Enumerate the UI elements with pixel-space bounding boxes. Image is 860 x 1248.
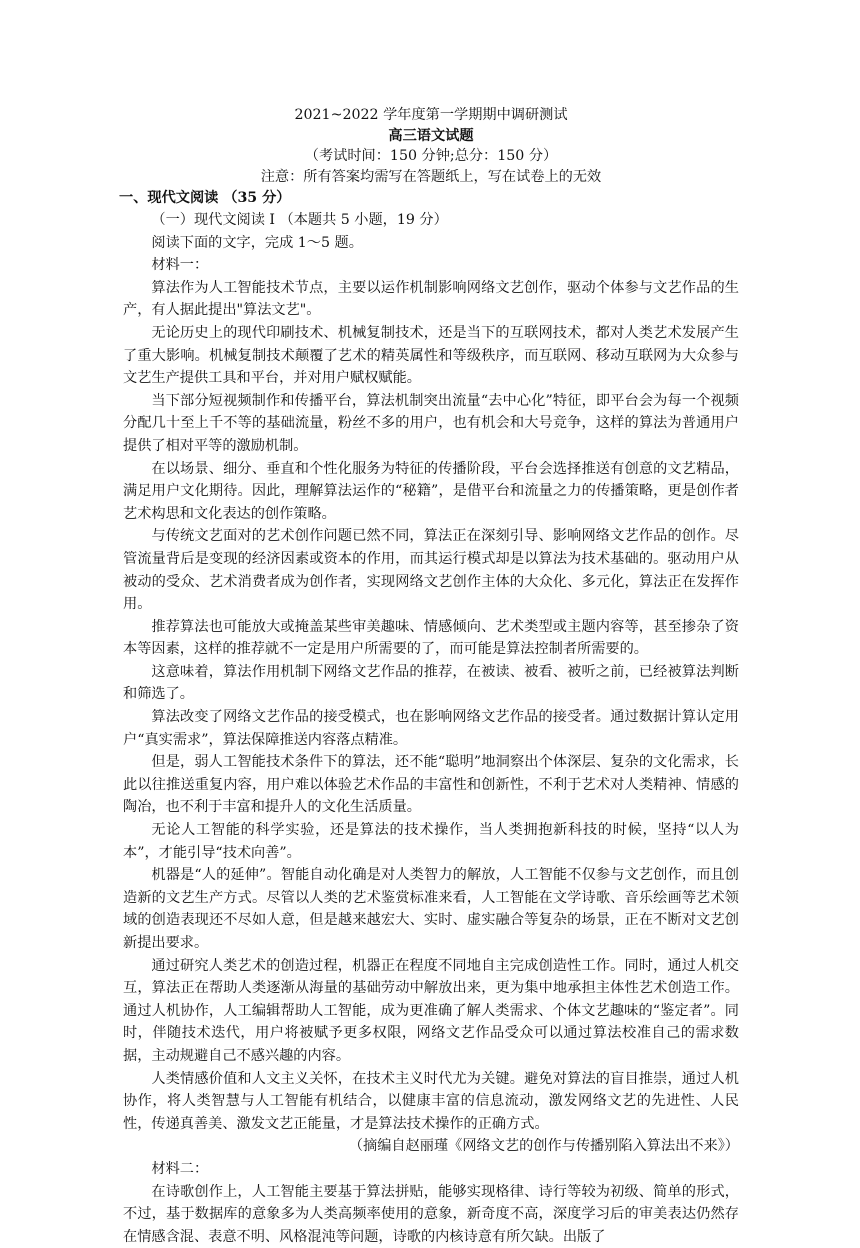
exam-term-line: 2021~2022 学年度第一学期期中调研测试 [294, 107, 568, 123]
paragraph: 机器是“人的延伸”。智能自动化确是对人类智力的解放，人工智能不仅参与文艺创作，而且创造新的文艺生产方式。尽管以人类的艺术鉴赏标准来看，人工智能在文学诗歌、音乐绘画等艺术领域的创造表现还不尽如人意，但是越来越宏大、实时、虚实融合等复杂的场景，正在不断对文艺创新提出要求。 [123, 867, 739, 951]
document-body [119, 105, 739, 1248]
paragraph: 在以场景、细分、垂直和个性化服务为特征的传播阶段，平台会选择推送有创意的文艺精品，满足用户文化期待。因此，理解算法运作的“秘籍”，是借平台和流量之力的传播策略，更是创作者艺术构思和文化表达的创作策略。 [123, 460, 739, 522]
instruction: 阅读下面的文字，完成 1～5 题。 [151, 234, 363, 251]
paragraph: 算法改变了网络文艺作品的接受模式，也在影响网络文艺作品的接受者。通过数据计算认定用户“真实需求”，算法保障推送内容落点精准。 [123, 709, 739, 748]
paragraph: 推荐算法也可能放大或掩盖某些审美趣味、情感倾向、艺术类型或主题内容等，甚至掺杂了资本等因素，这样的推荐就不一定是用户所需要的了，而可能是算法控制者所需要的。 [123, 618, 739, 658]
paragraph: 但是，弱人工智能技术条件下的算法，还不能“聪明”地洞察出个体深层、复杂的文化需求，长此以往推送重复内容，用户难以体验艺术作品的丰富性和创新性，不利于艺术对人类精神、情感的陶冶，也不利于丰富和提升人的文化生活质量。 [123, 754, 739, 816]
source-citation: （摘编自赵丽瑾《网络文艺的创作与传播别陷入算法出不来》） [348, 1138, 739, 1155]
exam-title: 高三语文试题 [388, 127, 474, 144]
exam-info: （考试时间：150 分钟;总分：150 分） [304, 148, 558, 164]
paragraph: 无论人工智能的科学实验，还是算法的技术操作，当人类拥抱新科技的时候，坚持“以人为本”，才能引导“技术向善”。 [123, 822, 739, 861]
material-two-label: 材料二： [151, 1160, 209, 1177]
paragraph: 与传统文艺面对的艺术创作问题已然不同，算法正在深刻引导、影响网络文艺作品的创作。尽管流量背后是变现的经济因素或资本的作用，而其运行模式却是以算法为技术基础的。驱动用户从被动的受众、艺术消费者成为创作者，实现网络文艺创作主体的大众化、多元化，算法正在发挥作用。 [123, 528, 739, 613]
sub-heading: （一）现代文阅读 I （本题共 5 小题，19 分） [151, 212, 448, 228]
section-heading: 一、现代文阅读 （35 分） [119, 190, 291, 206]
paragraph: 在诗歌创作上，人工智能主要基于算法拼贴，能够实现格律、诗行等较为初级、简单的形式，不过，基于数据库的意象多为人类高频率使用的意象，新奇度不高，深度学习后的审美表达仍然存在情感含混、表意不明、风格混沌等问题，诗歌的内核诗意有所欠缺。出版了 [123, 1183, 739, 1245]
paragraph: 人类情感价值和人文主义关怀，在技术主义时代尤为关键。避免对算法的盲目推崇，通过人机协作，将人类智慧与人工智能有机结合，以健康丰富的信息流动，激发网络文艺的先进性、人民性，传递真善美、激发文艺正能量，才是算法技术操作的正确方式。 [123, 1070, 739, 1132]
paragraph: 通过研究人类艺术的创造过程，机器正在程度不同地自主完成创造性工作。同时，通过人机交互，算法正在帮助人类逐渐从海量的基础劳动中解放出来，更为集中地承担主体性艺术创造工作。通过人机协作，人工编辑帮助人工智能，成为更准确了解人类需求、个体文艺趣味的“鉴定者”。同时，伴随技术迭代，用户将被赋予更多权限，网络文艺作品受众可以通过算法校准自己的需求数据，主动规避自己不感兴趣的内容。 [123, 957, 739, 1064]
paragraph: 无论历史上的现代印刷技术、机械复制技术，还是当下的互联网技术，都对人类艺术发展产生了重大影响。机械复制技术颠覆了艺术的精英属性和等级秩序，而互联网、移动互联网为大众参与文艺生产提供工具和平台，并对用户赋权赋能。 [123, 324, 739, 387]
paragraph: 当下部分短视频制作和传播平台，算法机制突出流量“去中心化”特征，即平台会为每一个视频分配几十至上千不等的基础流量，粉丝不多的用户，也有机会和大号竞争，这样的算法为普通用户提供了相对平等的激励机制。 [123, 392, 739, 454]
material-one-label: 材料一： [151, 257, 209, 274]
paragraph: 算法作为人工智能技术节点，主要以运作机制影响网络文艺创作，驱动个体参与文艺作品的生产，有人据此提出"算法文艺"。 [123, 279, 739, 319]
paragraph: 这意味着，算法作用机制下网络文艺作品的推荐，在被读、被看、被听之前，已经被算法判断和筛选了。 [123, 663, 739, 703]
exam-notice: 注意：所有答案均需写在答题纸上，写在试卷上的无效 [260, 168, 602, 185]
